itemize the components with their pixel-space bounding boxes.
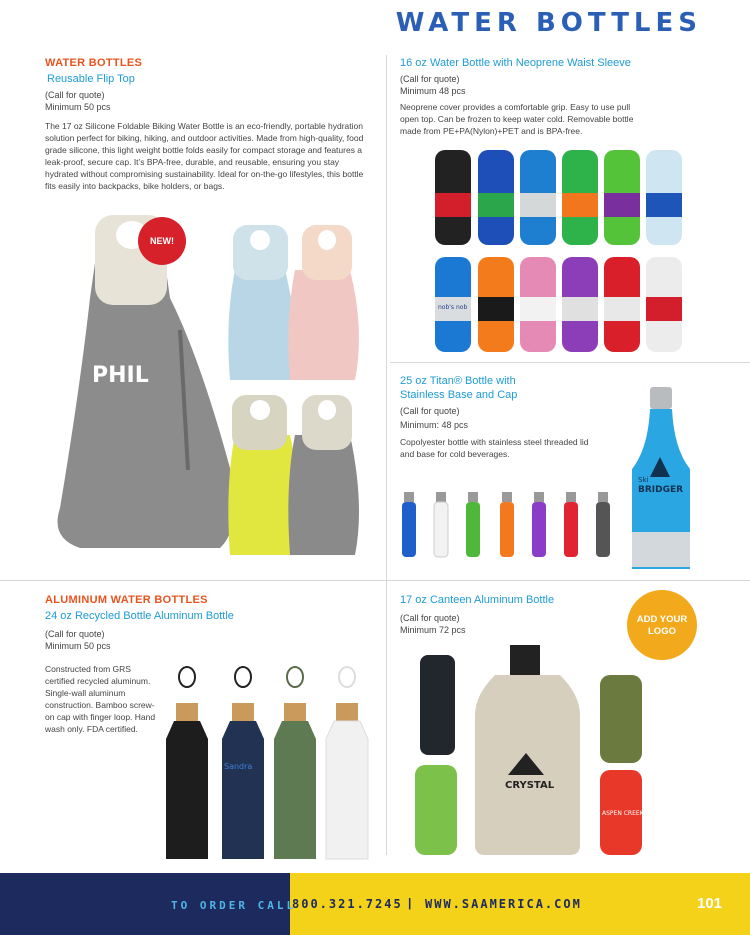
quote-note: (Call for quote) xyxy=(400,613,460,623)
page-title: WATER BOTTLES xyxy=(395,8,702,38)
canteen-bottles-image xyxy=(405,640,655,865)
aspen-imprint: ASPEN CREEK xyxy=(602,810,644,817)
product-description: The 17 oz Silicone Foldable Biking Water Bottle is an eco-friendly, portable hydration solution perfect for biking, hiking, and outdoor activities. Made from high-quality, food grade silicone, this light weight bottle folds easily for compact storage and features a leak-proof, secure cap. It’s BPA-free, durable, and reusable, ensuring you stay hydrated without compromising sustainability. Ideal for on-the-go lifestyles, this bottle fits easily into backpacks, bike holders, or bags. xyxy=(45,121,364,191)
aluminum-bottles-image xyxy=(160,665,380,865)
order-call-label: TO ORDER CALL xyxy=(171,899,297,912)
sandra-imprint: Sandra xyxy=(224,762,253,771)
section-heading: WATER BOTTLES xyxy=(45,57,143,69)
minimum-qty: Minimum: 48 pcs xyxy=(400,420,469,430)
ski-imprint-1: Ski xyxy=(638,476,649,484)
section-heading: ALUMINUM WATER BOTTLES xyxy=(45,594,208,606)
product-description: Neoprene cover provides a comfortable grip. Easy to use pull open top. Can be frozen to keep water cold. Removable bottle made from PE+PA(Nylon)+PET and is BPA-free. xyxy=(400,102,634,136)
section-divider xyxy=(0,580,750,581)
quote-note: (Call for quote) xyxy=(400,74,460,84)
quote-note: (Call for quote) xyxy=(45,90,105,100)
minimum-qty: Minimum 50 pcs xyxy=(45,102,111,112)
product-title: Reusable Flip Top xyxy=(47,73,135,85)
product-title: 16 oz Water Bottle with Neoprene Waist Sleeve xyxy=(400,57,631,69)
section-divider xyxy=(390,362,750,363)
phone-number[interactable]: 800.321.7245 xyxy=(292,897,403,911)
column-divider xyxy=(386,55,387,855)
page-number: 101 xyxy=(697,895,723,912)
crystal-imprint: CRYSTAL xyxy=(505,780,555,791)
product-description: Constructed from GRS certified recycled aluminum. Single-wall aluminum construction. Bamboo screw-on cap with finger loop. Hand wash only. FDA certified. xyxy=(45,664,156,734)
add-logo-badge: ADD YOUR LOGO xyxy=(627,590,697,660)
sleeve-bottles-image xyxy=(430,145,695,355)
minimum-qty: Minimum 48 pcs xyxy=(400,86,466,96)
product-title-line1: 25 oz Titan® Bottle with xyxy=(400,375,516,387)
footer-separator: | xyxy=(408,896,412,910)
minimum-qty: Minimum 50 pcs xyxy=(45,641,111,651)
product-title-line2: Stainless Base and Cap xyxy=(400,389,518,401)
footer-bar xyxy=(0,873,750,935)
product-description: Copolyester bottle with stainless steel threaded lid and base for cold beverages. xyxy=(400,437,589,459)
minimum-qty: Minimum 72 pcs xyxy=(400,625,466,635)
quote-note: (Call for quote) xyxy=(400,406,460,416)
phil-imprint: PHIL xyxy=(92,363,149,388)
silicone-bottles-image xyxy=(40,210,380,570)
nobs-imprint: nob's nob xyxy=(438,304,468,311)
product-title: 17 oz Canteen Aluminum Bottle xyxy=(400,594,555,606)
titan-bottles-image xyxy=(398,382,698,572)
product-title: 24 oz Recycled Bottle Aluminum Bottle xyxy=(45,610,234,622)
quote-note: (Call for quote) xyxy=(45,629,105,639)
ski-imprint-2: BRIDGER xyxy=(638,485,684,495)
website-link[interactable]: WWW.SAAMERICA.COM xyxy=(425,897,582,911)
new-badge: NEW! xyxy=(138,217,186,265)
